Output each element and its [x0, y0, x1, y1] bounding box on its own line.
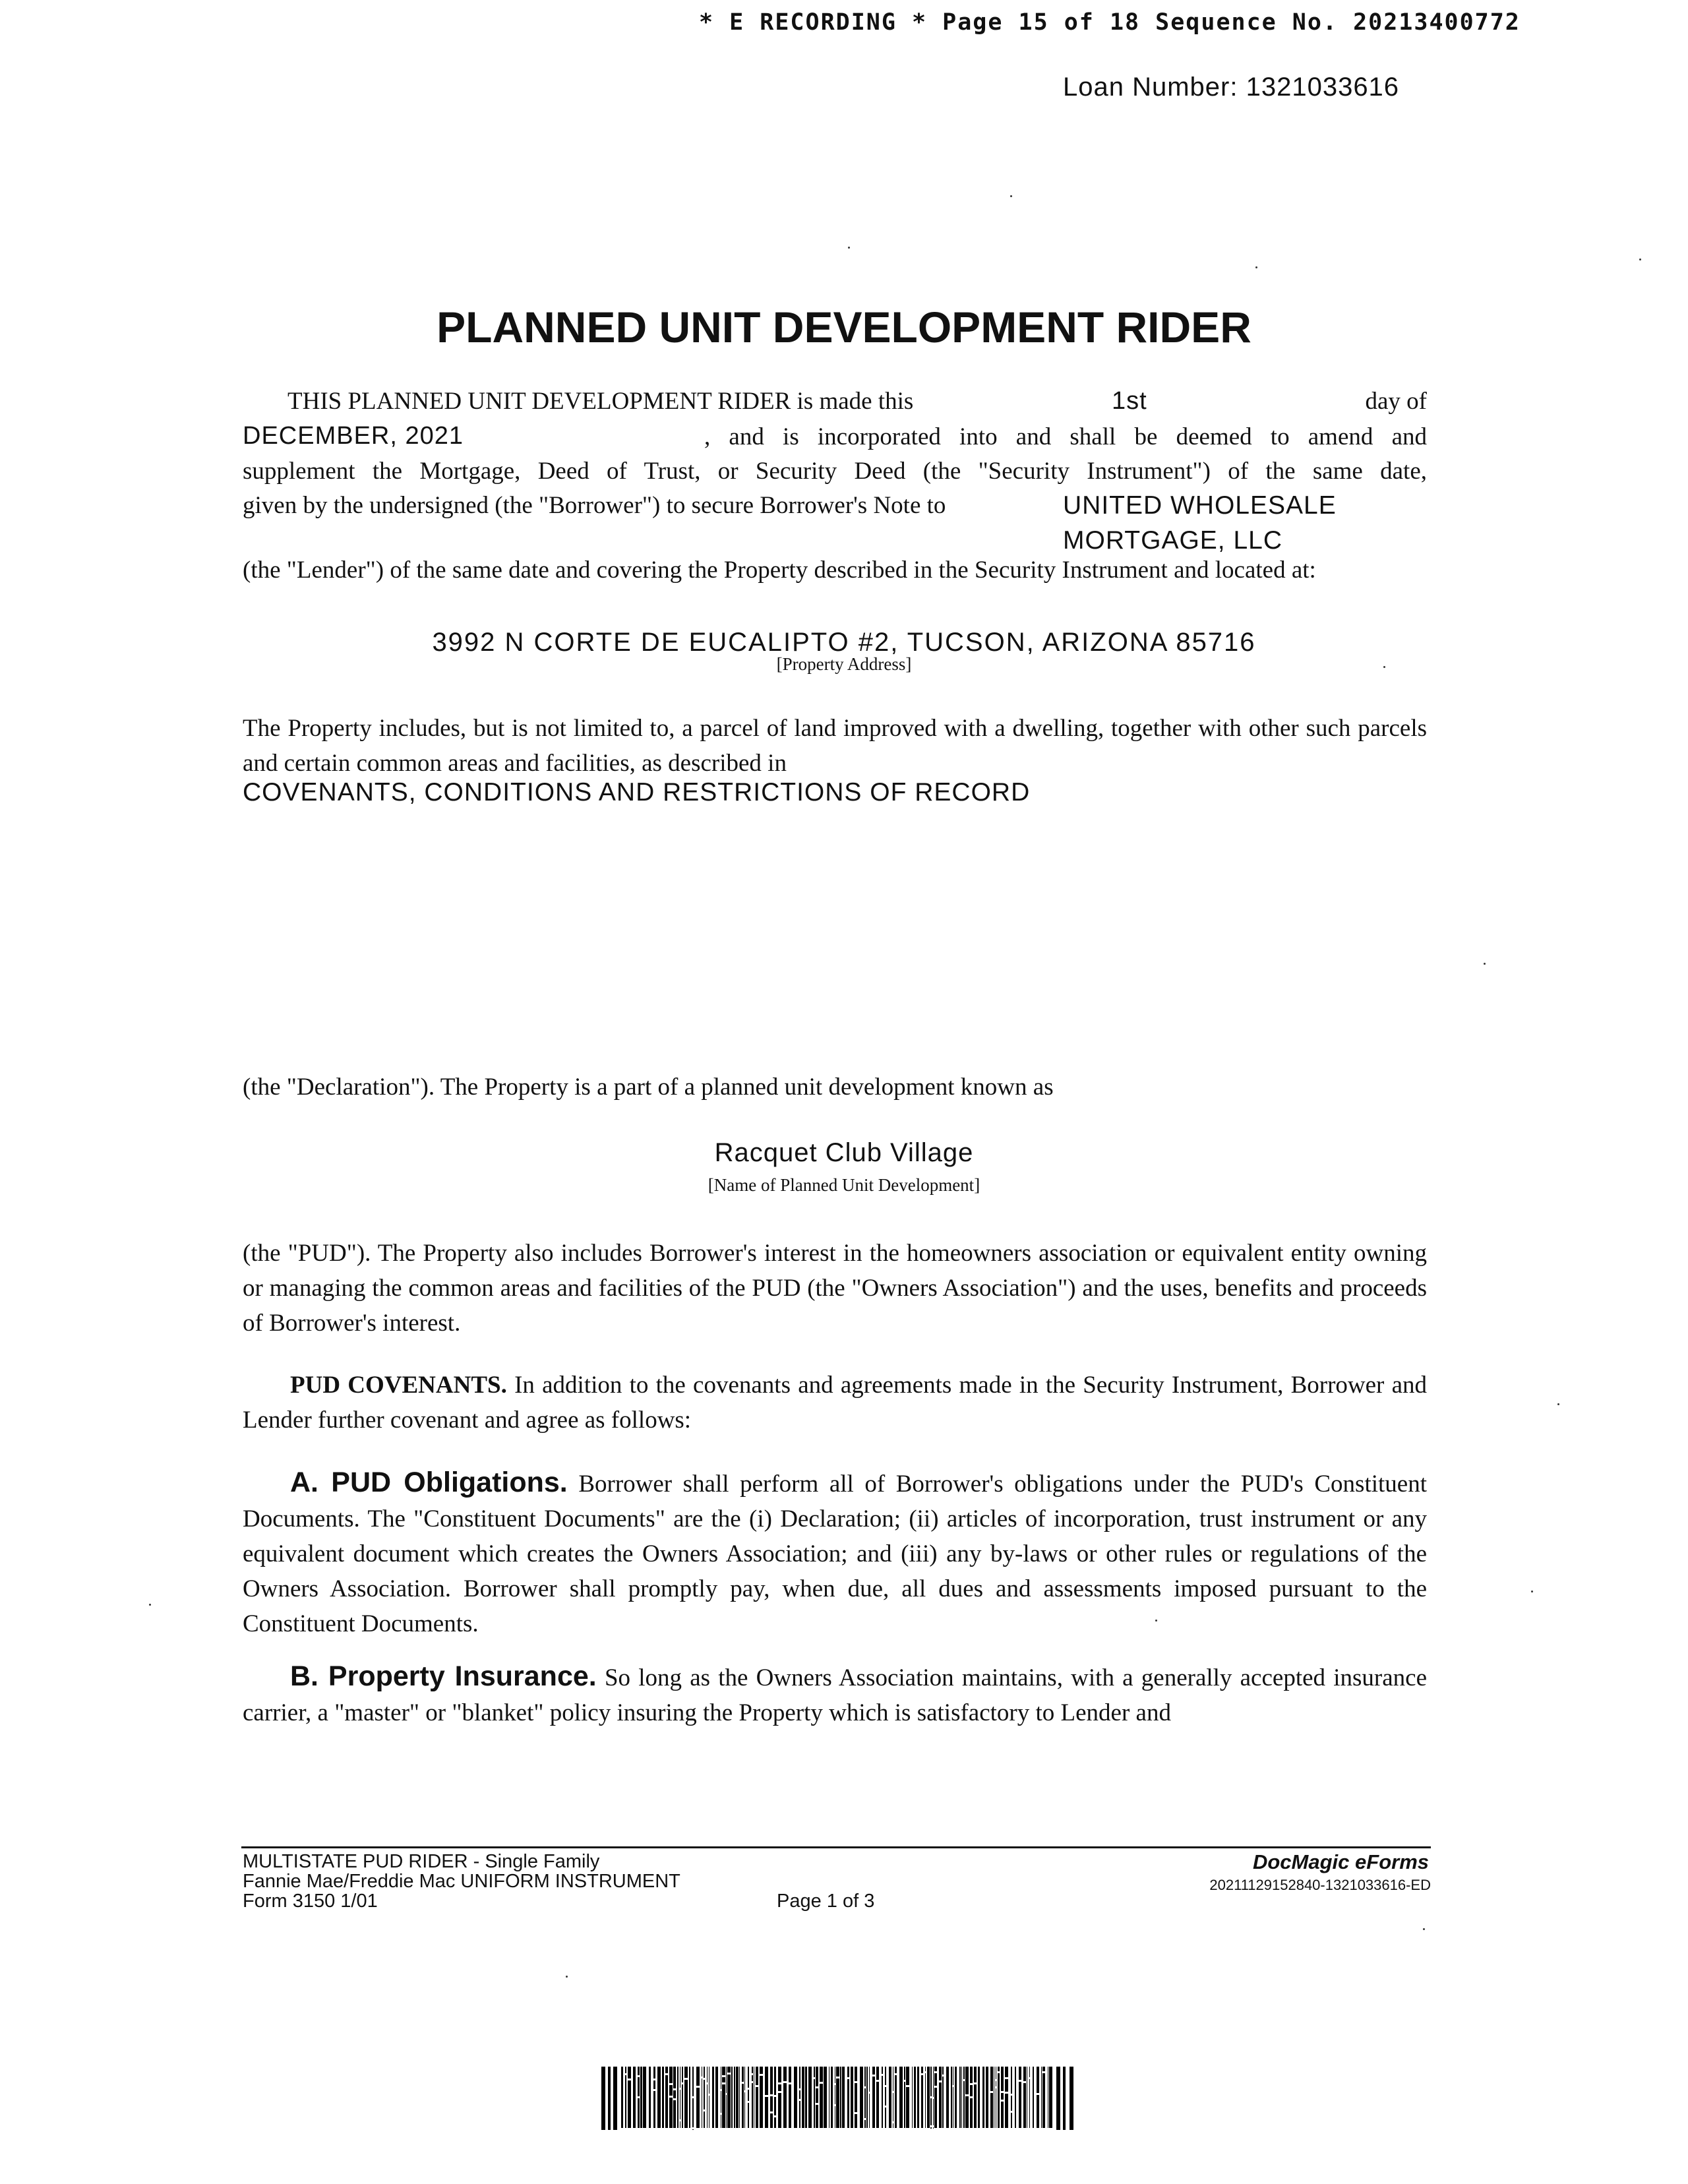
day-value: 1st [1112, 387, 1147, 415]
barcode-bar [665, 2075, 668, 2128]
barcode-bar [1029, 2079, 1030, 2128]
barcode-bar [765, 2067, 768, 2095]
barcode-bar [942, 2077, 944, 2128]
barcode-bar [930, 2127, 932, 2129]
barcode-bar [657, 2067, 661, 2128]
intro-text-3a: , and is incorporated into and shall be deemed to amend and [704, 423, 1427, 450]
barcode-bar [895, 2075, 897, 2128]
intro-text-2: day of [1365, 388, 1427, 415]
barcode-bar [744, 2067, 745, 2090]
barcode-bar [847, 2079, 849, 2128]
barcode-bar [692, 2129, 694, 2130]
scan-speck [1010, 195, 1012, 197]
barcode-bar [946, 2067, 949, 2128]
barcode-bar [872, 2067, 875, 2075]
barcode-bar [799, 2101, 800, 2128]
barcode-bar [990, 2093, 993, 2128]
barcode-bar [756, 2087, 758, 2128]
barcode-bar [799, 2067, 800, 2088]
barcode-bar [970, 2085, 973, 2096]
barcode-bar [783, 2067, 787, 2081]
barcode-bar [1001, 2093, 1004, 2100]
barcode-bar [731, 2067, 733, 2128]
barcode-bar [727, 2067, 731, 2073]
barcode-bar [869, 2067, 870, 2092]
barcode-bar [625, 2067, 626, 2073]
barcode-bar [736, 2067, 738, 2128]
page-title: PLANNED UNIT DEVELOPMENT RIDER [437, 303, 1251, 351]
barcode-bar [814, 2079, 815, 2128]
scan-speck [1383, 666, 1385, 668]
declaration-source: COVENANTS, CONDITIONS AND RESTRICTIONS OF RECORD [243, 778, 1031, 806]
barcode-bar [939, 2082, 942, 2128]
barcode-bar [739, 2067, 740, 2128]
barcode-bar [789, 2067, 791, 2082]
footer-page: Page 1 of 3 [777, 1891, 875, 1912]
property-address-caption: [Property Address] [776, 654, 912, 674]
barcode-bar [955, 2067, 957, 2128]
barcode-bar [778, 2093, 781, 2128]
scan-speck [1484, 963, 1486, 965]
section-b-text: So long as the Owners Association maintains, with a generally accepted insurance carrier, a "master" or "blanket" policy insuring the Property which is satisfactory to Lender and [243, 1664, 1428, 1726]
barcode-bar [889, 2067, 891, 2128]
covenants-heading: PUD COVENANTS. [290, 1372, 507, 1399]
barcode-bar [939, 2067, 942, 2080]
footer-line-3: Form 3150 1/01 [243, 1891, 378, 1912]
barcode-bar [673, 2090, 676, 2098]
barcode-bar [836, 2078, 839, 2128]
barcode-bar [885, 2087, 886, 2106]
barcode-bar [978, 2067, 980, 2128]
scan-speck [566, 1976, 568, 1978]
barcode-bar [665, 2067, 668, 2073]
footer-line-1: MULTISTATE PUD RIDER - Single Family [243, 1851, 600, 1872]
barcode-bar [748, 2103, 749, 2128]
barcode-bar [794, 2067, 797, 2128]
barcode-bar [876, 2082, 879, 2128]
barcode-bar [930, 2067, 932, 2096]
barcode-bar [836, 2067, 839, 2077]
property-address: 3992 N CORTE DE EUCALIPTO #2, TUCSON, ARIZONA 85716 [432, 628, 1256, 657]
barcode-bar [1033, 2067, 1034, 2128]
barcode-bar [864, 2088, 866, 2118]
barcode-bar [805, 2067, 807, 2128]
barcode-bar [778, 2067, 781, 2082]
barcode-bar [885, 2067, 886, 2085]
barcode-bar [669, 2085, 673, 2096]
barcode-bar [689, 2067, 690, 2128]
barcode-bar [933, 2067, 934, 2097]
scan-speck [1423, 1928, 1425, 1930]
scan-speck [848, 247, 850, 249]
barcode-bar [653, 2067, 655, 2078]
barcode-bar [628, 2067, 631, 2078]
barcode-bar [726, 2095, 727, 2128]
scan-speck [1255, 266, 1257, 268]
barcode-bar [643, 2067, 646, 2128]
intro-text-1: THIS PLANNED UNIT DEVELOPMENT RIDER is made this [287, 388, 914, 415]
barcode-bar [653, 2091, 655, 2128]
barcode-bar [951, 2067, 952, 2128]
pud-name: Racquet Club Village [714, 1138, 974, 1167]
barcode-bar [673, 2100, 676, 2128]
barcode-bar [1005, 2067, 1008, 2077]
barcode-bar [752, 2075, 753, 2081]
barcode-bar [820, 2067, 823, 2082]
declaration-paragraph: (the "Declaration"). The Property is a part of a planned unit development known as [243, 1074, 1054, 1101]
barcode-bar [808, 2067, 812, 2128]
barcode-bar [1049, 2067, 1052, 2128]
section-b-heading: B. Property Insurance. [290, 1660, 597, 1692]
barcode-bar [1001, 2102, 1004, 2128]
barcode-bar [726, 2067, 727, 2093]
barcode-bar [774, 2117, 776, 2128]
barcode-bar [860, 2067, 863, 2128]
barcode-bar [799, 2090, 800, 2099]
barcode-bar [789, 2084, 791, 2128]
barcode-bar [1037, 2095, 1039, 2128]
barcode-bar [921, 2067, 923, 2073]
barcode-bar [840, 2067, 841, 2128]
barcode-bar [748, 2090, 749, 2101]
barcode-bar [816, 2105, 818, 2128]
barcode-bar [869, 2094, 870, 2128]
barcode-bar [1070, 2067, 1073, 2130]
barcode-bar [986, 2067, 988, 2128]
barcode-bar [722, 2084, 725, 2128]
barcode-bar [692, 2067, 694, 2096]
barcode-bar [904, 2067, 905, 2080]
date-value: DECEMBER, 2021 [243, 422, 464, 450]
barcode-bar [933, 2127, 934, 2129]
barcode-bar [756, 2067, 758, 2085]
barcode-bar [662, 2067, 664, 2128]
barcode-bar [851, 2067, 853, 2128]
barcode-bar [1019, 2067, 1021, 2080]
barcode-bar [707, 2067, 708, 2082]
barcode-bar [866, 2067, 868, 2128]
barcode-bar [1042, 2073, 1045, 2128]
barcode-bar [1011, 2096, 1012, 2111]
barcode-bar [876, 2067, 879, 2080]
intro-text-4: (the "Lender") of the same date and covering the Property described in the Security Instrument and located at: [243, 557, 1316, 584]
barcode-bar [899, 2067, 903, 2128]
barcode-bar [974, 2067, 977, 2082]
barcode-bar [669, 2098, 673, 2128]
barcode-bar [653, 2080, 655, 2089]
barcode-bar [990, 2067, 993, 2091]
pud-paragraph: (the "PUD"). The Property also includes Borrower's interest in the homeowners association or equivalent entity owning or managing the common areas and facilities of the PUD (the "Owners Association") and the uses, benefits and proceeds of Borrower's interest. [243, 1240, 1427, 1337]
scan-speck [1557, 1403, 1559, 1405]
footer-rule [241, 1846, 1431, 1848]
barcode-bar [855, 2083, 857, 2112]
barcode-bar [783, 2083, 787, 2128]
footer-line-2: Fannie Mae/Freddie Mac UNIFORM INSTRUMENT [243, 1871, 680, 1892]
barcode-bar [904, 2082, 905, 2128]
barcode-bar [682, 2084, 683, 2128]
barcode-bar [1011, 2067, 1012, 2094]
barcode [601, 2067, 1076, 2130]
barcode-bar [638, 2098, 640, 2128]
barcode-bar [752, 2083, 753, 2128]
barcode-bar [722, 2077, 725, 2082]
pud-name-caption: [Name of Planned Unit Development] [708, 1175, 980, 1195]
barcode-bar [906, 2087, 909, 2128]
barcode-bar [912, 2067, 913, 2128]
intro-text-3b: supplement the Mortgage, Deed of Trust, or Security Deed (the "Security Instrument") of the same date, [243, 458, 1427, 485]
barcode-bar [684, 2067, 688, 2078]
section-a-text: Borrower shall perform all of Borrower's obligations under the PUD's Constituent Documents. The "Constituent Documents" are the (i) Declaration; (ii) articles of incorporation, trust instrument or any equivalent document which creates the Owners Association; and (iii) any by-laws or other rules or regulations of the Owners Association. Borrower shall promptly pay, when due, all dues and assessments imposed pursuant to the Constituent Documents. [243, 1471, 1427, 1637]
barcode-bar [1029, 2067, 1030, 2077]
barcode-bar [613, 2067, 617, 2130]
barcode-bar [1023, 2067, 1026, 2081]
barcode-bar [696, 2088, 700, 2128]
barcode-bar [998, 2073, 1000, 2128]
barcode-bar [742, 2084, 744, 2128]
barcode-bar [961, 2067, 962, 2128]
loan-number: Loan Number: 1321033616 [1063, 73, 1400, 102]
barcode-bar [770, 2113, 773, 2128]
barcode-bar [692, 2098, 694, 2127]
barcode-bar [974, 2084, 977, 2128]
barcode-bar [882, 2067, 883, 2074]
barcode-bar [760, 2076, 763, 2128]
barcode-bar [638, 2067, 640, 2075]
barcode-bar [727, 2075, 731, 2128]
includes-paragraph: The Property includes, but is not limited to, a parcel of land improved with a dwelling, together with other such parcels and certain common areas and facilities, as described in [243, 715, 1427, 777]
barcode-bar [917, 2067, 919, 2128]
barcode-bar [965, 2096, 969, 2128]
barcode-bar [925, 2067, 926, 2071]
barcode-bar [608, 2067, 611, 2130]
barcode-bar [934, 2088, 937, 2128]
barcode-bar [1042, 2067, 1045, 2071]
barcode-bar [820, 2084, 823, 2128]
barcode-bar [927, 2067, 930, 2128]
barcode-bar [715, 2067, 718, 2128]
scan-speck [1531, 1591, 1533, 1592]
section-a-heading: A. PUD Obligations. [290, 1467, 568, 1498]
barcode-bar [847, 2067, 849, 2077]
barcode-bar [970, 2067, 973, 2083]
barcode-bar [682, 2067, 683, 2082]
docmagic-logo: DocMagic eForms [1252, 1850, 1429, 1873]
barcode-bar [1001, 2067, 1004, 2091]
barcode-bar [998, 2067, 1000, 2071]
barcode-bar [1005, 2094, 1008, 2128]
barcode-bar [704, 2111, 705, 2128]
barcode-bar [778, 2084, 781, 2091]
barcode-bar [1041, 2067, 1042, 2128]
intro-text-3c: given by the undersigned (the "Borrower") to secure Borrower's Note to [243, 492, 946, 519]
barcode-bar [1056, 2067, 1060, 2130]
barcode-bar [1005, 2079, 1008, 2092]
barcode-bar [770, 2067, 773, 2094]
barcode-bar [925, 2073, 926, 2128]
barcode-bar [704, 2067, 705, 2078]
barcode-bar [774, 2067, 776, 2095]
barcode-bar [802, 2067, 804, 2128]
barcode-bar [970, 2098, 973, 2128]
barcode-bar [640, 2067, 642, 2128]
barcode-bar [814, 2067, 815, 2077]
barcode-bar [633, 2067, 636, 2128]
barcode-bar [677, 2067, 678, 2128]
barcode-bar [628, 2080, 631, 2128]
barcode-bar [742, 2067, 744, 2082]
barcode-bar [885, 2108, 886, 2128]
barcode-bar [934, 2073, 937, 2086]
barcode-bar [842, 2067, 845, 2128]
barcode-bar [774, 2097, 776, 2115]
barcode-bar [963, 2081, 965, 2128]
barcode-bar [760, 2067, 763, 2074]
document-id: 20211129152840-1321033616-ED [1209, 1877, 1431, 1893]
barcode-bar [752, 2067, 753, 2073]
barcode-bar [895, 2067, 897, 2073]
barcode-bar [982, 2067, 984, 2128]
barcode-bar [921, 2075, 923, 2128]
barcode-bar [933, 2099, 934, 2125]
barcode-bar [1015, 2067, 1016, 2128]
barcode-bar [930, 2098, 932, 2125]
barcode-bar [638, 2077, 640, 2096]
barcode-bar [601, 2067, 605, 2130]
barcode-bar [864, 2067, 866, 2086]
barcode-bar [934, 2067, 937, 2071]
scan-speck [1155, 1620, 1157, 1622]
covenants-text: In addition to the covenants and agreements made in the Security Instrument, Borrower and Lender further covenant and agree as follows: [243, 1372, 1428, 1434]
barcode-bar [744, 2092, 745, 2128]
barcode-bar [712, 2067, 714, 2128]
barcode-bar [864, 2120, 866, 2128]
barcode-bar [765, 2097, 768, 2128]
barcode-bar [882, 2076, 883, 2128]
barcode-bar [1019, 2082, 1021, 2128]
barcode-bar [621, 2067, 623, 2128]
barcode-bar [816, 2067, 818, 2086]
section-b [243, 1659, 1427, 1730]
barcode-bar [1011, 2113, 1012, 2128]
barcode-bar [696, 2067, 700, 2086]
scan-speck [149, 1604, 151, 1606]
barcode-bar [963, 2067, 965, 2079]
barcode-bar [734, 2067, 735, 2128]
barcode-bar [669, 2067, 673, 2083]
scan-speck [1639, 258, 1641, 260]
barcode-bar [855, 2067, 857, 2081]
barcode-bar [649, 2067, 651, 2128]
barcode-bar [831, 2067, 833, 2128]
barcode-bar [965, 2067, 969, 2094]
section-a [243, 1465, 1427, 1641]
barcode-bar [770, 2096, 773, 2111]
barcode-bar [816, 2088, 818, 2103]
recording-header: * E RECORDING * Page 15 of 18 Sequence No. 20213400772 [699, 9, 1521, 36]
barcode-bar [748, 2067, 749, 2088]
barcode-bar [855, 2114, 857, 2128]
barcode-bar [1063, 2067, 1066, 2130]
covenants-paragraph [243, 1368, 1427, 1438]
lender-name: UNITED WHOLESALE MORTGAGE, LLC [1063, 491, 1337, 555]
barcode-bar [824, 2067, 827, 2128]
barcode-bar [906, 2067, 909, 2085]
barcode-bar [1037, 2067, 1039, 2093]
barcode-bar [959, 2067, 961, 2128]
barcode-bar [722, 2067, 725, 2075]
barcode-bar [942, 2067, 944, 2075]
barcode-bar [1023, 2083, 1026, 2128]
barcode-bar [707, 2084, 708, 2128]
barcode-bar [625, 2075, 626, 2128]
barcode-bar [684, 2080, 688, 2128]
barcode-bar [673, 2067, 676, 2088]
barcode-bar [704, 2080, 705, 2109]
barcode-bar [872, 2077, 875, 2128]
barcode-bar [914, 2067, 916, 2128]
